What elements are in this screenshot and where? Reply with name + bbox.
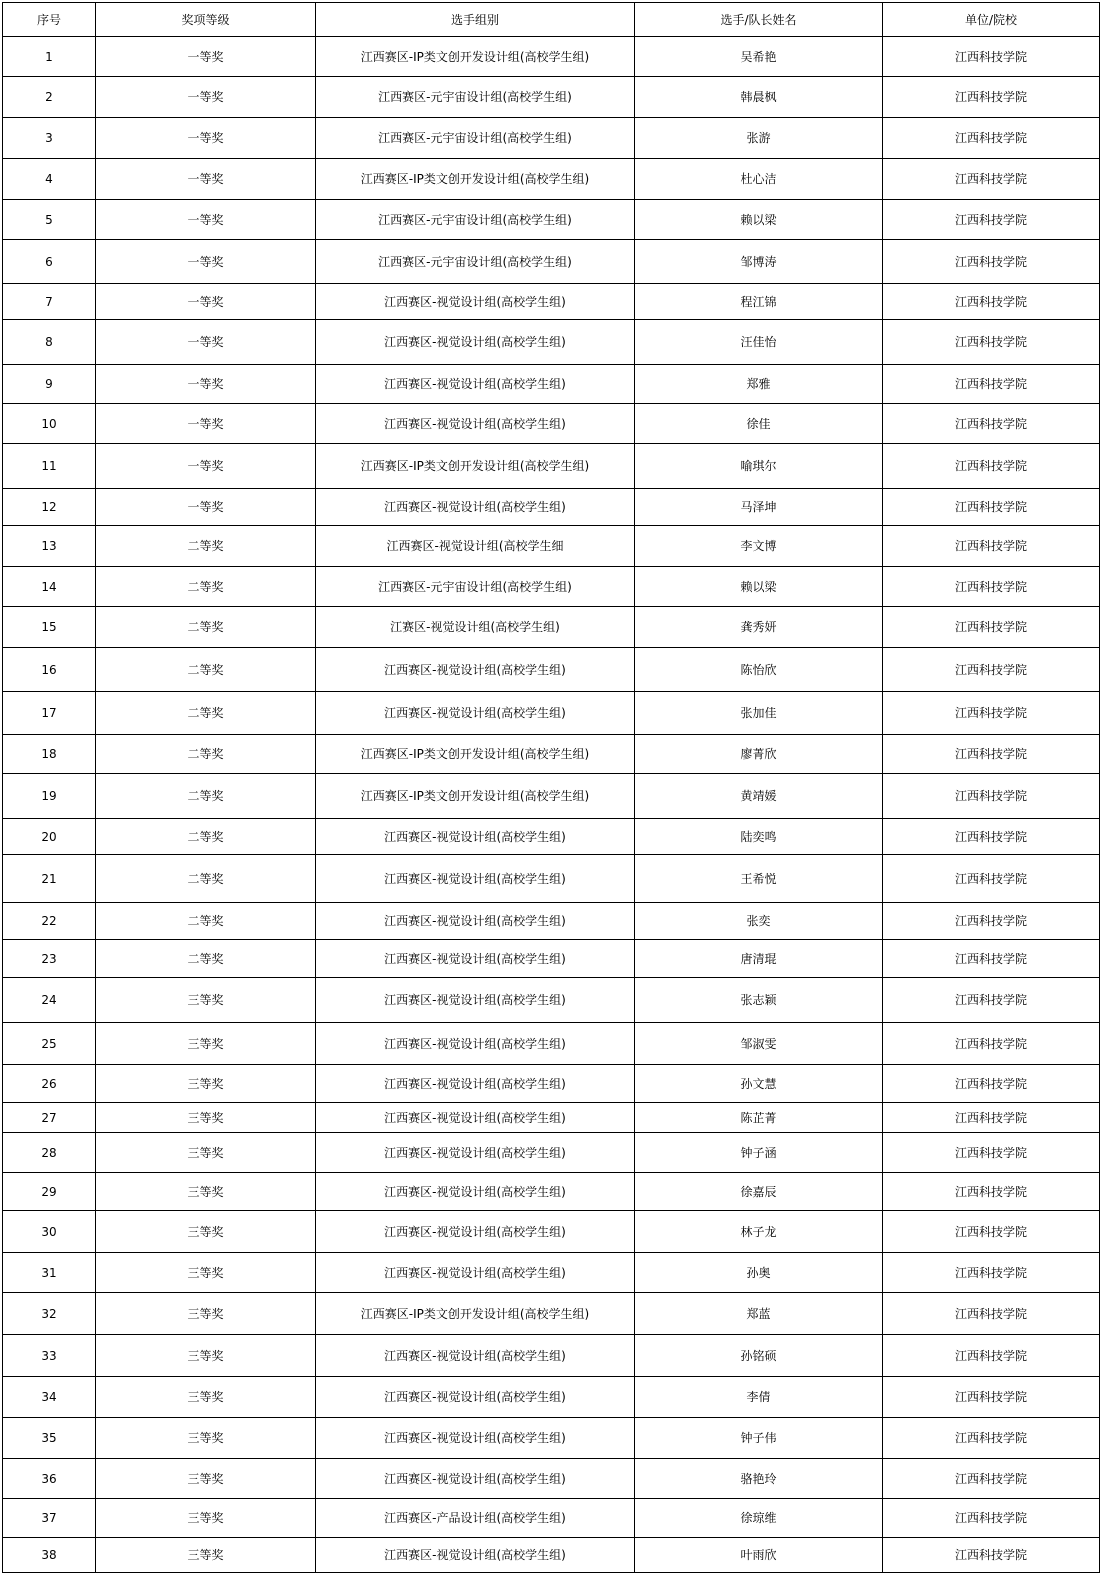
cell-unit: 江西科技学院 <box>883 692 1100 735</box>
cell-name: 陈怡欣 <box>635 648 883 692</box>
cell-unit: 江西科技学院 <box>883 735 1100 774</box>
header-no: 序号 <box>3 3 96 37</box>
table-row <box>3 200 1100 240</box>
cell-award-level: 一等奖 <box>96 320 316 365</box>
cell-unit: 江西科技学院 <box>883 77 1100 118</box>
cell-unit: 江西科技学院 <box>883 1253 1100 1293</box>
cell-group: 江西赛区-视觉设计组(高校学生组) <box>316 404 635 444</box>
cell-unit: 江西科技学院 <box>883 118 1100 159</box>
cell-no: 20 <box>3 819 96 855</box>
cell-name: 赖以梁 <box>635 567 883 607</box>
table-row <box>3 404 1100 444</box>
table-row <box>3 489 1100 526</box>
cell-unit: 江西科技学院 <box>883 200 1100 240</box>
cell-award-level: 二等奖 <box>96 940 316 978</box>
cell-no: 14 <box>3 567 96 607</box>
cell-award-level: 三等奖 <box>96 1023 316 1065</box>
cell-no: 34 <box>3 1377 96 1418</box>
cell-award-level: 二等奖 <box>96 855 316 903</box>
cell-no: 25 <box>3 1023 96 1065</box>
cell-award-level: 三等奖 <box>96 1065 316 1103</box>
cell-group: 江赛区-视觉设计组(高校学生组) <box>316 607 635 648</box>
cell-award-level: 一等奖 <box>96 37 316 77</box>
cell-name: 张奕 <box>635 903 883 940</box>
cell-award-level: 二等奖 <box>96 735 316 774</box>
cell-name: 徐琼维 <box>635 1499 883 1538</box>
cell-no: 2 <box>3 77 96 118</box>
cell-group: 江西赛区-视觉设计组(高校学生组) <box>316 1253 635 1293</box>
table-row <box>3 855 1100 903</box>
cell-group: 江西赛区-视觉设计组(高校学生组) <box>316 978 635 1023</box>
cell-group: 江西赛区-视觉设计组(高校学生组) <box>316 284 635 320</box>
table-row <box>3 320 1100 365</box>
cell-group: 江西赛区-IP类文创开发设计组(高校学生组) <box>316 1293 635 1335</box>
table-row <box>3 240 1100 284</box>
table-row <box>3 903 1100 940</box>
cell-name: 钟子伟 <box>635 1418 883 1459</box>
cell-no: 30 <box>3 1211 96 1253</box>
cell-name: 孙文慧 <box>635 1065 883 1103</box>
cell-unit: 江西科技学院 <box>883 404 1100 444</box>
cell-name: 黄靖媛 <box>635 774 883 819</box>
cell-name: 王希悦 <box>635 855 883 903</box>
table-row <box>3 1499 1100 1538</box>
cell-unit: 江西科技学院 <box>883 526 1100 567</box>
cell-award-level: 一等奖 <box>96 489 316 526</box>
cell-no: 37 <box>3 1499 96 1538</box>
cell-no: 24 <box>3 978 96 1023</box>
cell-award-level: 三等奖 <box>96 1499 316 1538</box>
header-name: 选手/队长姓名 <box>635 3 883 37</box>
cell-no: 18 <box>3 735 96 774</box>
cell-group: 江西赛区-视觉设计组(高校学生组) <box>316 489 635 526</box>
table-row <box>3 607 1100 648</box>
cell-group: 江西赛区-IP类文创开发设计组(高校学生组) <box>316 159 635 200</box>
cell-unit: 江西科技学院 <box>883 1459 1100 1499</box>
cell-name: 杜心洁 <box>635 159 883 200</box>
cell-unit: 江西科技学院 <box>883 1211 1100 1253</box>
cell-name: 孙铭硕 <box>635 1335 883 1377</box>
cell-group: 江西赛区-视觉设计组(高校学生组) <box>316 1335 635 1377</box>
table-row <box>3 159 1100 200</box>
cell-name: 陆奕鸣 <box>635 819 883 855</box>
cell-name: 钟子涵 <box>635 1133 883 1173</box>
cell-name: 张加佳 <box>635 692 883 735</box>
cell-group: 江西赛区-视觉设计组(高校学生组) <box>316 1065 635 1103</box>
cell-name: 郑蓝 <box>635 1293 883 1335</box>
cell-group: 江西赛区-元宇宙设计组(高校学生组) <box>316 118 635 159</box>
cell-group: 江西赛区-IP类文创开发设计组(高校学生组) <box>316 37 635 77</box>
cell-unit: 江西科技学院 <box>883 1133 1100 1173</box>
cell-award-level: 二等奖 <box>96 774 316 819</box>
cell-no: 35 <box>3 1418 96 1459</box>
cell-name: 喻琪尔 <box>635 444 883 489</box>
cell-unit: 江西科技学院 <box>883 1023 1100 1065</box>
cell-unit: 江西科技学院 <box>883 489 1100 526</box>
cell-award-level: 二等奖 <box>96 607 316 648</box>
cell-no: 7 <box>3 284 96 320</box>
cell-award-level: 二等奖 <box>96 819 316 855</box>
cell-group: 江西赛区-视觉设计组(高校学生组) <box>316 903 635 940</box>
cell-award-level: 一等奖 <box>96 444 316 489</box>
table-row <box>3 37 1100 77</box>
cell-unit: 江西科技学院 <box>883 1418 1100 1459</box>
cell-name: 张游 <box>635 118 883 159</box>
cell-unit: 江西科技学院 <box>883 320 1100 365</box>
cell-unit: 江西科技学院 <box>883 444 1100 489</box>
cell-group: 江西赛区-视觉设计组(高校学生组) <box>316 940 635 978</box>
cell-unit: 江西科技学院 <box>883 940 1100 978</box>
cell-no: 36 <box>3 1459 96 1499</box>
cell-name: 马泽坤 <box>635 489 883 526</box>
cell-unit: 江西科技学院 <box>883 284 1100 320</box>
cell-group: 江西赛区-视觉设计组(高校学生组) <box>316 1538 635 1573</box>
cell-award-level: 三等奖 <box>96 1293 316 1335</box>
table-row <box>3 819 1100 855</box>
cell-no: 19 <box>3 774 96 819</box>
cell-award-level: 三等奖 <box>96 1459 316 1499</box>
cell-unit: 江西科技学院 <box>883 1065 1100 1103</box>
table-row <box>3 118 1100 159</box>
table-row <box>3 77 1100 118</box>
cell-unit: 江西科技学院 <box>883 1293 1100 1335</box>
table-row <box>3 1538 1100 1573</box>
cell-unit: 江西科技学院 <box>883 365 1100 404</box>
table-row <box>3 567 1100 607</box>
cell-no: 3 <box>3 118 96 159</box>
table-row <box>3 1173 1100 1211</box>
cell-name: 徐嘉辰 <box>635 1173 883 1211</box>
cell-unit: 江西科技学院 <box>883 37 1100 77</box>
header-group: 选手组别 <box>316 3 635 37</box>
cell-no: 6 <box>3 240 96 284</box>
cell-no: 16 <box>3 648 96 692</box>
table-row <box>3 774 1100 819</box>
cell-award-level: 三等奖 <box>96 1173 316 1211</box>
cell-no: 15 <box>3 607 96 648</box>
cell-group: 江西赛区-视觉设计组(高校学生组) <box>316 855 635 903</box>
cell-group: 江西赛区-IP类文创开发设计组(高校学生组) <box>316 735 635 774</box>
cell-group: 江西赛区-元宇宙设计组(高校学生组) <box>316 200 635 240</box>
cell-group: 江西赛区-视觉设计组(高校学生组) <box>316 1459 635 1499</box>
cell-no: 23 <box>3 940 96 978</box>
cell-name: 龚秀妍 <box>635 607 883 648</box>
cell-group: 江西赛区-视觉设计组(高校学生细 <box>316 526 635 567</box>
cell-award-level: 二等奖 <box>96 567 316 607</box>
table-row <box>3 940 1100 978</box>
cell-group: 江西赛区-视觉设计组(高校学生组) <box>316 1103 635 1133</box>
cell-unit: 江西科技学院 <box>883 903 1100 940</box>
cell-name: 汪佳怡 <box>635 320 883 365</box>
cell-name: 林子龙 <box>635 1211 883 1253</box>
cell-group: 江西赛区-视觉设计组(高校学生组) <box>316 692 635 735</box>
award-table <box>2 2 1100 1573</box>
cell-group: 江西赛区-视觉设计组(高校学生组) <box>316 1418 635 1459</box>
cell-award-level: 一等奖 <box>96 77 316 118</box>
cell-award-level: 三等奖 <box>96 978 316 1023</box>
cell-name: 李文博 <box>635 526 883 567</box>
cell-unit: 江西科技学院 <box>883 1103 1100 1133</box>
table-row <box>3 284 1100 320</box>
cell-award-level: 一等奖 <box>96 365 316 404</box>
table-row <box>3 1065 1100 1103</box>
header-award-level: 奖项等级 <box>96 3 316 37</box>
cell-no: 5 <box>3 200 96 240</box>
cell-award-level: 三等奖 <box>96 1253 316 1293</box>
cell-unit: 江西科技学院 <box>883 774 1100 819</box>
cell-no: 4 <box>3 159 96 200</box>
cell-no: 21 <box>3 855 96 903</box>
table-row <box>3 648 1100 692</box>
cell-award-level: 一等奖 <box>96 200 316 240</box>
cell-unit: 江西科技学院 <box>883 1335 1100 1377</box>
table-row <box>3 1335 1100 1377</box>
cell-unit: 江西科技学院 <box>883 819 1100 855</box>
cell-award-level: 三等奖 <box>96 1103 316 1133</box>
cell-name: 韩晨枫 <box>635 77 883 118</box>
cell-unit: 江西科技学院 <box>883 1377 1100 1418</box>
cell-group: 江西赛区-视觉设计组(高校学生组) <box>316 1133 635 1173</box>
cell-unit: 江西科技学院 <box>883 855 1100 903</box>
cell-name: 程江锦 <box>635 284 883 320</box>
cell-award-level: 一等奖 <box>96 240 316 284</box>
cell-name: 张志颖 <box>635 978 883 1023</box>
cell-group: 江西赛区-视觉设计组(高校学生组) <box>316 1173 635 1211</box>
cell-unit: 江西科技学院 <box>883 978 1100 1023</box>
cell-group: 江西赛区-产品设计组(高校学生组) <box>316 1499 635 1538</box>
cell-no: 33 <box>3 1335 96 1377</box>
table-row <box>3 735 1100 774</box>
cell-group: 江西赛区-视觉设计组(高校学生组) <box>316 648 635 692</box>
cell-name: 骆艳玲 <box>635 1459 883 1499</box>
table-row <box>3 1103 1100 1133</box>
cell-unit: 江西科技学院 <box>883 159 1100 200</box>
cell-no: 27 <box>3 1103 96 1133</box>
cell-no: 1 <box>3 37 96 77</box>
header-unit: 单位/院校 <box>883 3 1100 37</box>
cell-no: 28 <box>3 1133 96 1173</box>
cell-no: 29 <box>3 1173 96 1211</box>
cell-unit: 江西科技学院 <box>883 1499 1100 1538</box>
cell-award-level: 二等奖 <box>96 692 316 735</box>
cell-group: 江西赛区-视觉设计组(高校学生组) <box>316 1023 635 1065</box>
table-row <box>3 1133 1100 1173</box>
cell-group: 江西赛区-元宇宙设计组(高校学生组) <box>316 567 635 607</box>
cell-no: 22 <box>3 903 96 940</box>
cell-name: 李倩 <box>635 1377 883 1418</box>
table-row <box>3 1293 1100 1335</box>
cell-award-level: 三等奖 <box>96 1538 316 1573</box>
cell-group: 江西赛区-视觉设计组(高校学生组) <box>316 1211 635 1253</box>
table-body <box>3 37 1100 1573</box>
cell-group: 江西赛区-视觉设计组(高校学生组) <box>316 320 635 365</box>
cell-award-level: 二等奖 <box>96 903 316 940</box>
cell-award-level: 三等奖 <box>96 1133 316 1173</box>
table-row <box>3 1253 1100 1293</box>
cell-award-level: 一等奖 <box>96 118 316 159</box>
cell-name: 唐清琨 <box>635 940 883 978</box>
cell-no: 31 <box>3 1253 96 1293</box>
cell-award-level: 三等奖 <box>96 1377 316 1418</box>
cell-name: 邹博涛 <box>635 240 883 284</box>
cell-no: 13 <box>3 526 96 567</box>
cell-group: 江西赛区-视觉设计组(高校学生组) <box>316 1377 635 1418</box>
cell-no: 9 <box>3 365 96 404</box>
cell-unit: 江西科技学院 <box>883 1538 1100 1573</box>
cell-group: 江西赛区-视觉设计组(高校学生组) <box>316 365 635 404</box>
cell-name: 赖以梁 <box>635 200 883 240</box>
cell-name: 孙奥 <box>635 1253 883 1293</box>
table-row <box>3 1023 1100 1065</box>
table-row <box>3 1418 1100 1459</box>
cell-award-level: 二等奖 <box>96 648 316 692</box>
cell-group: 江西赛区-IP类文创开发设计组(高校学生组) <box>316 774 635 819</box>
table-row <box>3 978 1100 1023</box>
cell-name: 陈芷菁 <box>635 1103 883 1133</box>
cell-no: 11 <box>3 444 96 489</box>
cell-name: 邹淑雯 <box>635 1023 883 1065</box>
cell-group: 江西赛区-元宇宙设计组(高校学生组) <box>316 77 635 118</box>
table-row <box>3 444 1100 489</box>
cell-name: 吴希艳 <box>635 37 883 77</box>
cell-award-level: 一等奖 <box>96 159 316 200</box>
cell-award-level: 一等奖 <box>96 404 316 444</box>
cell-unit: 江西科技学院 <box>883 1173 1100 1211</box>
cell-no: 17 <box>3 692 96 735</box>
cell-award-level: 一等奖 <box>96 284 316 320</box>
table-row <box>3 692 1100 735</box>
cell-unit: 江西科技学院 <box>883 567 1100 607</box>
header-row <box>3 3 1100 37</box>
cell-award-level: 三等奖 <box>96 1211 316 1253</box>
table-row <box>3 365 1100 404</box>
cell-award-level: 三等奖 <box>96 1418 316 1459</box>
cell-unit: 江西科技学院 <box>883 240 1100 284</box>
cell-name: 徐佳 <box>635 404 883 444</box>
cell-name: 廖菁欣 <box>635 735 883 774</box>
cell-unit: 江西科技学院 <box>883 607 1100 648</box>
cell-no: 32 <box>3 1293 96 1335</box>
table-row <box>3 1377 1100 1418</box>
cell-no: 12 <box>3 489 96 526</box>
table-row <box>3 526 1100 567</box>
cell-group: 江西赛区-元宇宙设计组(高校学生组) <box>316 240 635 284</box>
table-row <box>3 1459 1100 1499</box>
cell-group: 江西赛区-IP类文创开发设计组(高校学生组) <box>316 444 635 489</box>
table-header <box>3 3 1100 37</box>
cell-no: 38 <box>3 1538 96 1573</box>
cell-award-level: 三等奖 <box>96 1335 316 1377</box>
cell-no: 8 <box>3 320 96 365</box>
cell-award-level: 二等奖 <box>96 526 316 567</box>
cell-group: 江西赛区-视觉设计组(高校学生组) <box>316 819 635 855</box>
cell-unit: 江西科技学院 <box>883 648 1100 692</box>
table-row <box>3 1211 1100 1253</box>
cell-name: 叶雨欣 <box>635 1538 883 1573</box>
cell-no: 26 <box>3 1065 96 1103</box>
cell-name: 郑雅 <box>635 365 883 404</box>
cell-no: 10 <box>3 404 96 444</box>
